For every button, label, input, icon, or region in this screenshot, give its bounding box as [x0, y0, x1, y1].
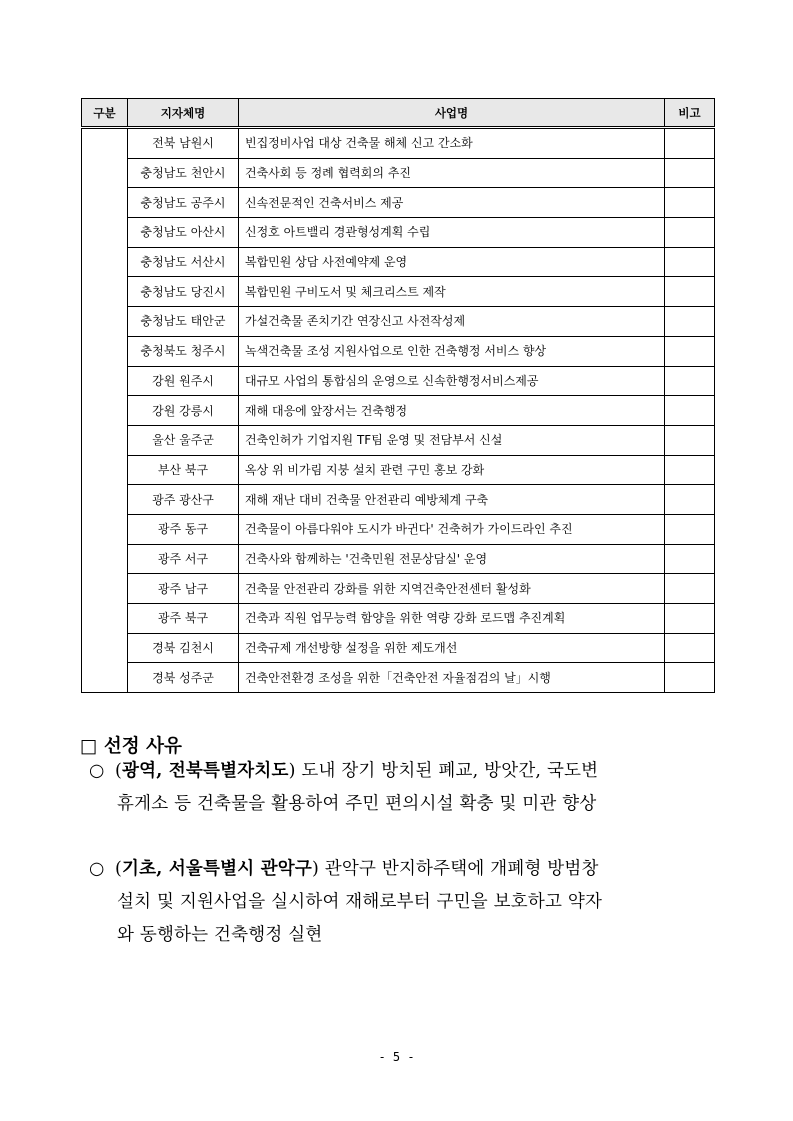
region-cell: 광주 광산구 [128, 485, 239, 515]
project-cell: 대규모 사업의 통합심의 운영으로 신속한행정서비스제공 [239, 366, 665, 396]
note-cell [665, 247, 715, 277]
bullet-paragraph-1 [89, 755, 729, 821]
project-cell: 복합민원 구비도서 및 체크리스트 제작 [239, 277, 665, 307]
bullet-line [89, 853, 729, 886]
region-cell: 충청남도 공주시 [128, 188, 239, 218]
category-cell [82, 128, 128, 693]
project-cell: 건축인허가 기업지원 TF팀 운영 및 전담부서 신설 [239, 425, 665, 455]
table-row [82, 633, 715, 663]
header-note: 비고 [665, 99, 715, 128]
bullet-line [89, 755, 729, 788]
note-cell [665, 188, 715, 218]
bullet-text: 휴게소 등 건축물을 활용하여 주민 편의시설 확충 및 미관 향상 [117, 794, 597, 814]
region-cell: 충청남도 태안군 [128, 307, 239, 337]
table-row [82, 574, 715, 604]
header-region: 지자체명 [128, 99, 239, 128]
note-cell [665, 663, 715, 693]
note-cell [665, 128, 715, 159]
table-row [82, 396, 715, 426]
bullet-marker: ○ [89, 761, 105, 781]
region-cell: 충청남도 천안시 [128, 158, 239, 188]
paren-close: ) [311, 859, 319, 879]
note-cell [665, 277, 715, 307]
note-cell [665, 396, 715, 426]
note-cell [665, 574, 715, 604]
region-cell: 광주 북구 [128, 604, 239, 634]
region-cell: 충청남도 서산시 [128, 247, 239, 277]
bullet-paragraph-2 [89, 853, 729, 952]
page-number: - 5 - [378, 1050, 415, 1064]
project-cell: 건축안전환경 조성을 위한「건축안전 자율점검의 날」시행 [239, 663, 665, 693]
region-cell: 충청북도 청주시 [128, 336, 239, 366]
table-row [82, 218, 715, 248]
project-cell: 건축사와 함께하는 '건축민원 전문상담실' 운영 [239, 544, 665, 574]
region-cell: 경북 성주군 [128, 663, 239, 693]
paren-open: ( [115, 859, 123, 879]
bullet-text: 설치 및 지원사업을 실시하여 재해로부터 구민을 보호하고 약자 [117, 892, 603, 912]
paren-open: ( [115, 761, 123, 781]
region-cell: 광주 남구 [128, 574, 239, 604]
header-project: 사업명 [239, 99, 665, 128]
region-cell: 광주 동구 [128, 514, 239, 544]
table-row [82, 485, 715, 515]
note-cell [665, 218, 715, 248]
project-cell: 건축물이 아름다워야 도시가 바귄다' 건축허가 가이드라인 추진 [239, 514, 665, 544]
region-cell: 강원 원주시 [128, 366, 239, 396]
bullet-label: 광역, 전북특별자치도 [122, 761, 289, 781]
project-cell: 건축과 직원 업무능력 함양을 위한 역량 강화 로드맵 추진계획 [239, 604, 665, 634]
table-row [82, 277, 715, 307]
bullet-text: 도내 장기 방치된 폐교, 방앗간, 국도변 [295, 761, 599, 781]
selection-table [81, 98, 715, 693]
region-cell: 울산 울주군 [128, 425, 239, 455]
project-cell: 건축사회 등 정례 협력회의 추진 [239, 158, 665, 188]
table-row [82, 128, 715, 159]
note-cell [665, 307, 715, 337]
table-row [82, 307, 715, 337]
table-body [82, 128, 715, 693]
note-cell [665, 514, 715, 544]
note-cell [665, 633, 715, 663]
region-cell: 광주 서구 [128, 544, 239, 574]
table-row [82, 544, 715, 574]
bullet-text: 와 동행하는 건축행정 실현 [117, 925, 323, 945]
project-cell: 빈집정비사업 대상 건축물 해체 신고 간소화 [239, 128, 665, 159]
table-row [82, 188, 715, 218]
region-cell: 경북 김천시 [128, 633, 239, 663]
region-cell: 부산 북구 [128, 455, 239, 485]
paren-close: ) [288, 761, 296, 781]
project-cell: 재해 대응에 앞장서는 건축행정 [239, 396, 665, 426]
bullet-label: 기초, 서울특별시 관악구 [122, 859, 312, 879]
table-row [82, 604, 715, 634]
region-cell: 강원 강릉시 [128, 396, 239, 426]
project-cell: 복합민원 상담 사전예약제 운영 [239, 247, 665, 277]
project-cell: 신속전문적인 건축서비스 제공 [239, 188, 665, 218]
bullet-text: 관악구 반지하주택에 개폐형 방범창 [319, 859, 599, 879]
bullet-marker: ○ [89, 859, 105, 879]
project-cell: 건축물 안전관리 강화를 위한 지역건축안전센터 활성화 [239, 574, 665, 604]
section-heading: □ 선정 사유 [80, 736, 182, 757]
note-cell [665, 544, 715, 574]
region-cell: 충청남도 당진시 [128, 277, 239, 307]
project-cell: 건축규제 개선방향 설정을 위한 제도개선 [239, 633, 665, 663]
note-cell [665, 455, 715, 485]
table-row [82, 663, 715, 693]
note-cell [665, 336, 715, 366]
table-row [82, 158, 715, 188]
project-cell: 신정호 아트밸리 경관형성계획 수립 [239, 218, 665, 248]
table-row [82, 455, 715, 485]
table-row [82, 514, 715, 544]
note-cell [665, 366, 715, 396]
region-cell: 충청남도 아산시 [128, 218, 239, 248]
table-row [82, 247, 715, 277]
note-cell [665, 425, 715, 455]
project-cell: 녹색건축물 조성 지원사업으로 인한 건축행정 서비스 향상 [239, 336, 665, 366]
table-row [82, 366, 715, 396]
region-cell: 전북 남원시 [128, 128, 239, 159]
note-cell [665, 485, 715, 515]
note-cell [665, 158, 715, 188]
table-row [82, 336, 715, 366]
table-header-row [82, 99, 715, 128]
note-cell [665, 604, 715, 634]
project-cell: 가설건축물 존치기간 연장신고 사전작성제 [239, 307, 665, 337]
project-cell: 옥상 위 비가림 지붕 설치 관련 구민 홍보 강화 [239, 455, 665, 485]
project-cell: 재해 재난 대비 건축물 안전관리 예방체계 구축 [239, 485, 665, 515]
table-row [82, 425, 715, 455]
header-category: 구분 [82, 99, 128, 128]
